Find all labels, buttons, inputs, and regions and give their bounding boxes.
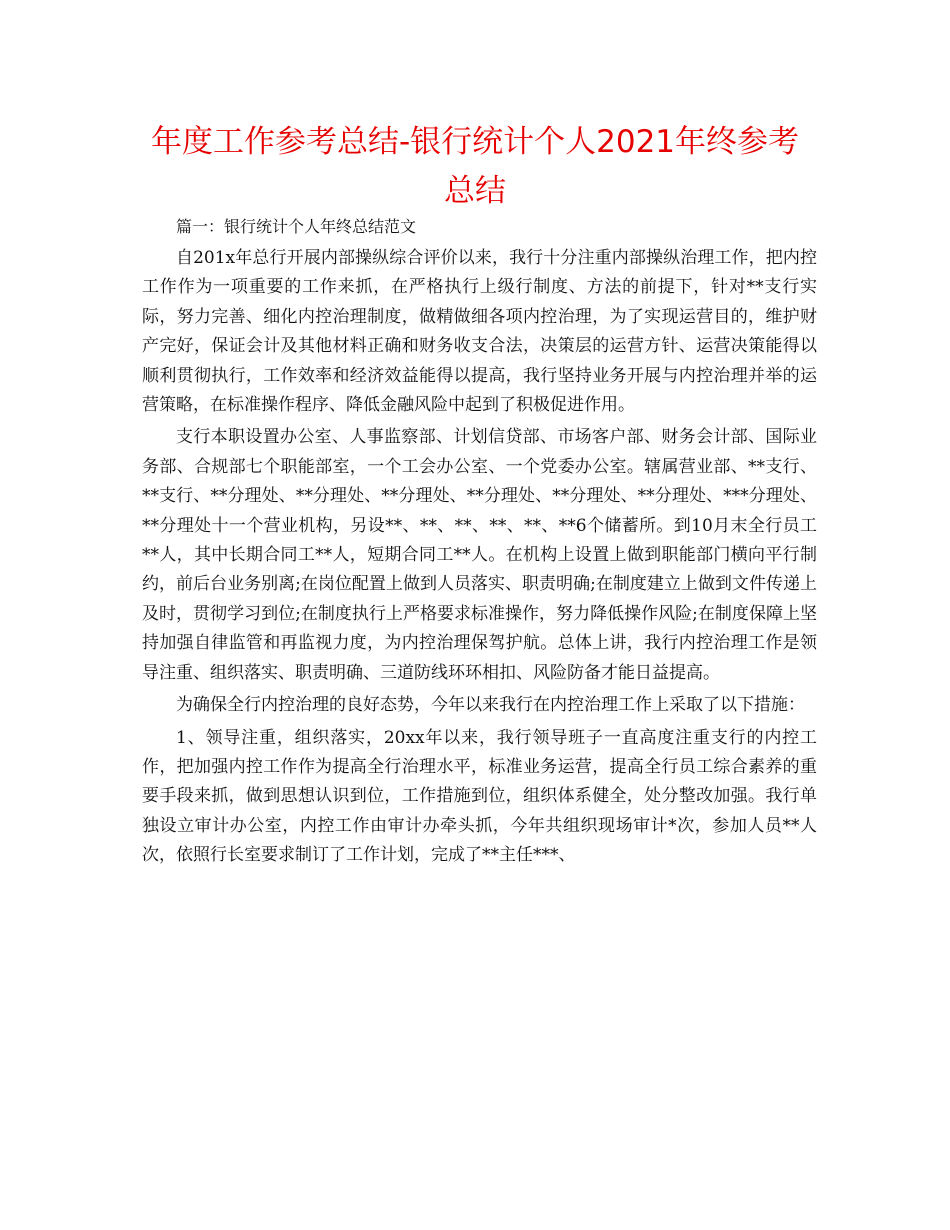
paragraph-organization: 支行本职设置办公室、人事监察部、计划信贷部、市场客户部、财务会计部、国际业务部、合规部七个职能部室，一个工会办公室、一个党委办公室。辖属营业部、**支行、**支行、**分理处、**分理处、**分理处、**分理处、**分理处、**分理处、***分理处、**分理处十一个营业机构，另设**、**、**、**、**、**6个储蓄所。到10月末全行员工**人，其中长期合同工**人，短期合同工**人。在机构上设置上做到职能部门横向平行制约，前后台业务别离;在岗位配置上做到人员落实、职责明确;在制度建立上做到文件传递上及时，贯彻学习到位;在制度执行上严格要求标准操作，努力降低操作风险;在制度保障上坚持加强自律监管和再监视力度，为内控治理保驾护航。总体上讲，我行内控治理工作是领导注重、组织落实、职责明确、三道防线环环相扣、风险防备才能日益提高。 <box>142 427 817 683</box>
paragraph-intro: 自201x年总行开展内部操纵综合评价以来，我行十分注重内部操纵治理工作，把内控工作作为一项重要的工作来抓，在严格执行上级行制度、方法的前提下，针对**支行实际，努力完善、细化内控治理制度，做精做细各项内控治理，为了实现运营目的，维护财产完好，保证会计及其他材料正确和财务收支合法，决策层的运营方针、运营决策能得以顺利贯彻执行，工作效率和经济效益能得以提高，我行坚持业务开展与内控治理并举的运营策略，在标准操作程序、降低金融风险中起到了积极促进作用。 <box>142 248 817 416</box>
document-body <box>142 213 817 871</box>
document-title: 年度工作参考总结-银行统计个人2021年终参考总结 <box>150 124 800 209</box>
section-subtitle: 篇一：银行统计个人年终总结范文 <box>176 217 417 236</box>
paragraph-measure-1: 1、领导注重，组织落实，20xx年以来，我行领导班子一直高度注重支行的内控工作，把加强内控工作作为提高全行治理水平，标准业务运营，提高全行员工综合素养的重要手段来抓，做到思想认识到位，工作措施到位，组织体系健全，处分整改加强。我行单独设立审计办公室，内控工作由审计办牵头抓，今年共组织现场审计*次，参加人员**人次，依照行长室要求制订了工作计划，完成了**主任***、 <box>142 727 817 866</box>
paragraph-measures-intro: 为确保全行内控治理的良好态势，今年以来我行在内控治理工作上采取了以下措施： <box>176 695 805 716</box>
